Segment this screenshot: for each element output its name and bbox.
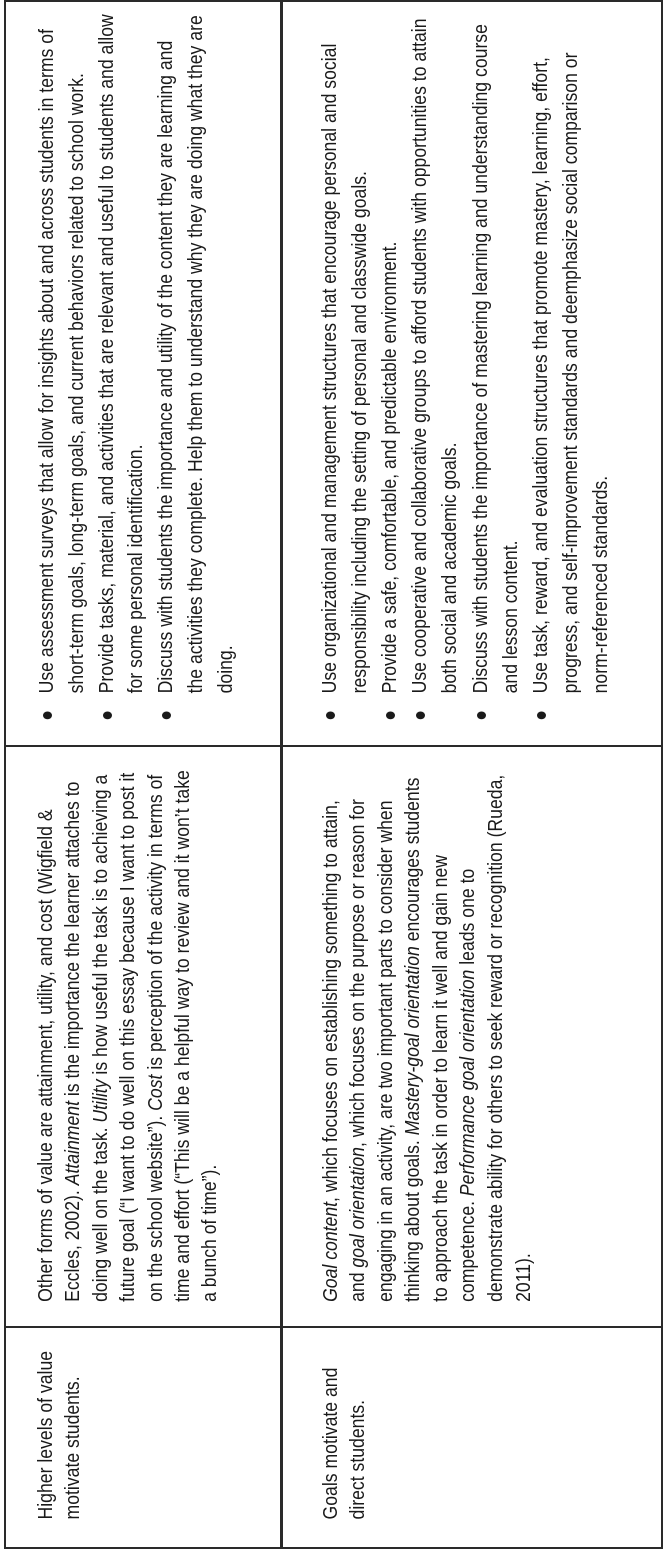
description-term: goal orientation: [346, 1147, 370, 1268]
description-term: Attainment: [61, 1101, 85, 1186]
strategy-text: Discuss with students the importance of mastering learning and understanding course and lesson content.: [468, 24, 522, 694]
strategy-text: Provide a safe, comfortable, and predictable environment.: [377, 241, 401, 694]
bullet-icon: [43, 711, 52, 719]
description-term: Performance goal orientation: [456, 969, 480, 1197]
statement-text: Higher levels of value motivate students.: [34, 1350, 84, 1520]
bullet-icon: [537, 711, 546, 719]
motivation-table: [4, 0, 663, 1549]
bullet-icon: [386, 711, 395, 719]
strategy-list: [315, 12, 617, 726]
list-item: [315, 12, 375, 726]
bullet-icon: [416, 711, 425, 719]
description-term: Mastery-goal orientation: [401, 946, 425, 1136]
strategy-list: [32, 12, 241, 726]
bullet-icon: [477, 711, 486, 719]
list-item: [405, 12, 465, 726]
list-item: [92, 12, 152, 726]
strategy-text: Use organizational and management structures that encourage personal and social responsibility including the setting of personal and classwide goals.: [317, 43, 371, 694]
strategy-text: Use task, reward, and evaluation structures that promote mastery, learning, effort, progress, and self-improvement standards and deemphasize social comparison or norm-referenced standards.: [528, 52, 613, 694]
description-segment: is how useful the task is to achieving a future goal (“I want to do well on this essay because I want to post it on the school website”).: [88, 772, 167, 1302]
description-text: [6, 748, 224, 1326]
list-item: [526, 12, 617, 726]
list-item: [375, 12, 405, 726]
strategies-cell: [281, 1, 662, 746]
strategy-text: Use cooperative and collaborative groups to afford students with opportunities to attain both social and academic goals.: [408, 18, 462, 694]
description-segment: is the importance the learner attaches to doing well on the task.: [61, 781, 112, 1302]
description-term: Goal content: [318, 1201, 342, 1302]
strategy-text: Use assessment surveys that allow for insights about and across students in terms of short-term goals, long-term goals, and current behaviors related to school work.: [35, 29, 88, 694]
description-segment: Other forms of value are attainment, utility, and cost (Wigfield & Eccles, 2002).: [34, 809, 85, 1302]
description-segment: leads one to demonstrate ability for others to seek reward or recognition (Rueda, 2011).: [456, 774, 535, 1302]
description-cell: [281, 746, 662, 1327]
description-cell: [5, 746, 281, 1327]
description-segment: , which focuses on the purpose or reason for engaging in an activity, are two important parts to consider when thinking about goals.: [346, 799, 425, 1302]
description-segment: encourages students to approach the task in order to learn it well and gain new competence.: [401, 777, 480, 1302]
description-segment: is perception of the activity in terms of time and effort (“This will be a helpful way to review and it won’t take a bunch of time”).: [143, 770, 222, 1302]
strategies-cell: [5, 1, 281, 746]
statement-cell: [281, 1327, 662, 1548]
strategy-text: Provide tasks, material, and activities that are relevant and useful to students and allow for some personal identification.: [94, 14, 148, 694]
bullet-icon: [326, 711, 335, 719]
description-term: Cost: [143, 1074, 167, 1111]
description-text: [283, 748, 538, 1326]
statement-text: Goals motivate and direct students.: [318, 1367, 369, 1520]
statement-cell: [5, 1327, 281, 1548]
rotated-page: [4, 3, 662, 1549]
description-segment: , which focuses on establishing something to attain, and: [318, 800, 370, 1302]
table-row: [5, 1, 281, 1548]
bullet-icon: [103, 711, 112, 719]
table-row: [281, 1, 662, 1548]
list-item: [151, 12, 240, 726]
list-item: [466, 12, 526, 726]
description-term: Utility: [88, 1079, 112, 1123]
list-item: [32, 12, 92, 726]
bullet-icon: [162, 711, 171, 719]
strategy-text: Discuss with students the importance and utility of the content they are learning and the activities they complete. Help them to understand why they are doing what they are doing.: [154, 15, 237, 694]
